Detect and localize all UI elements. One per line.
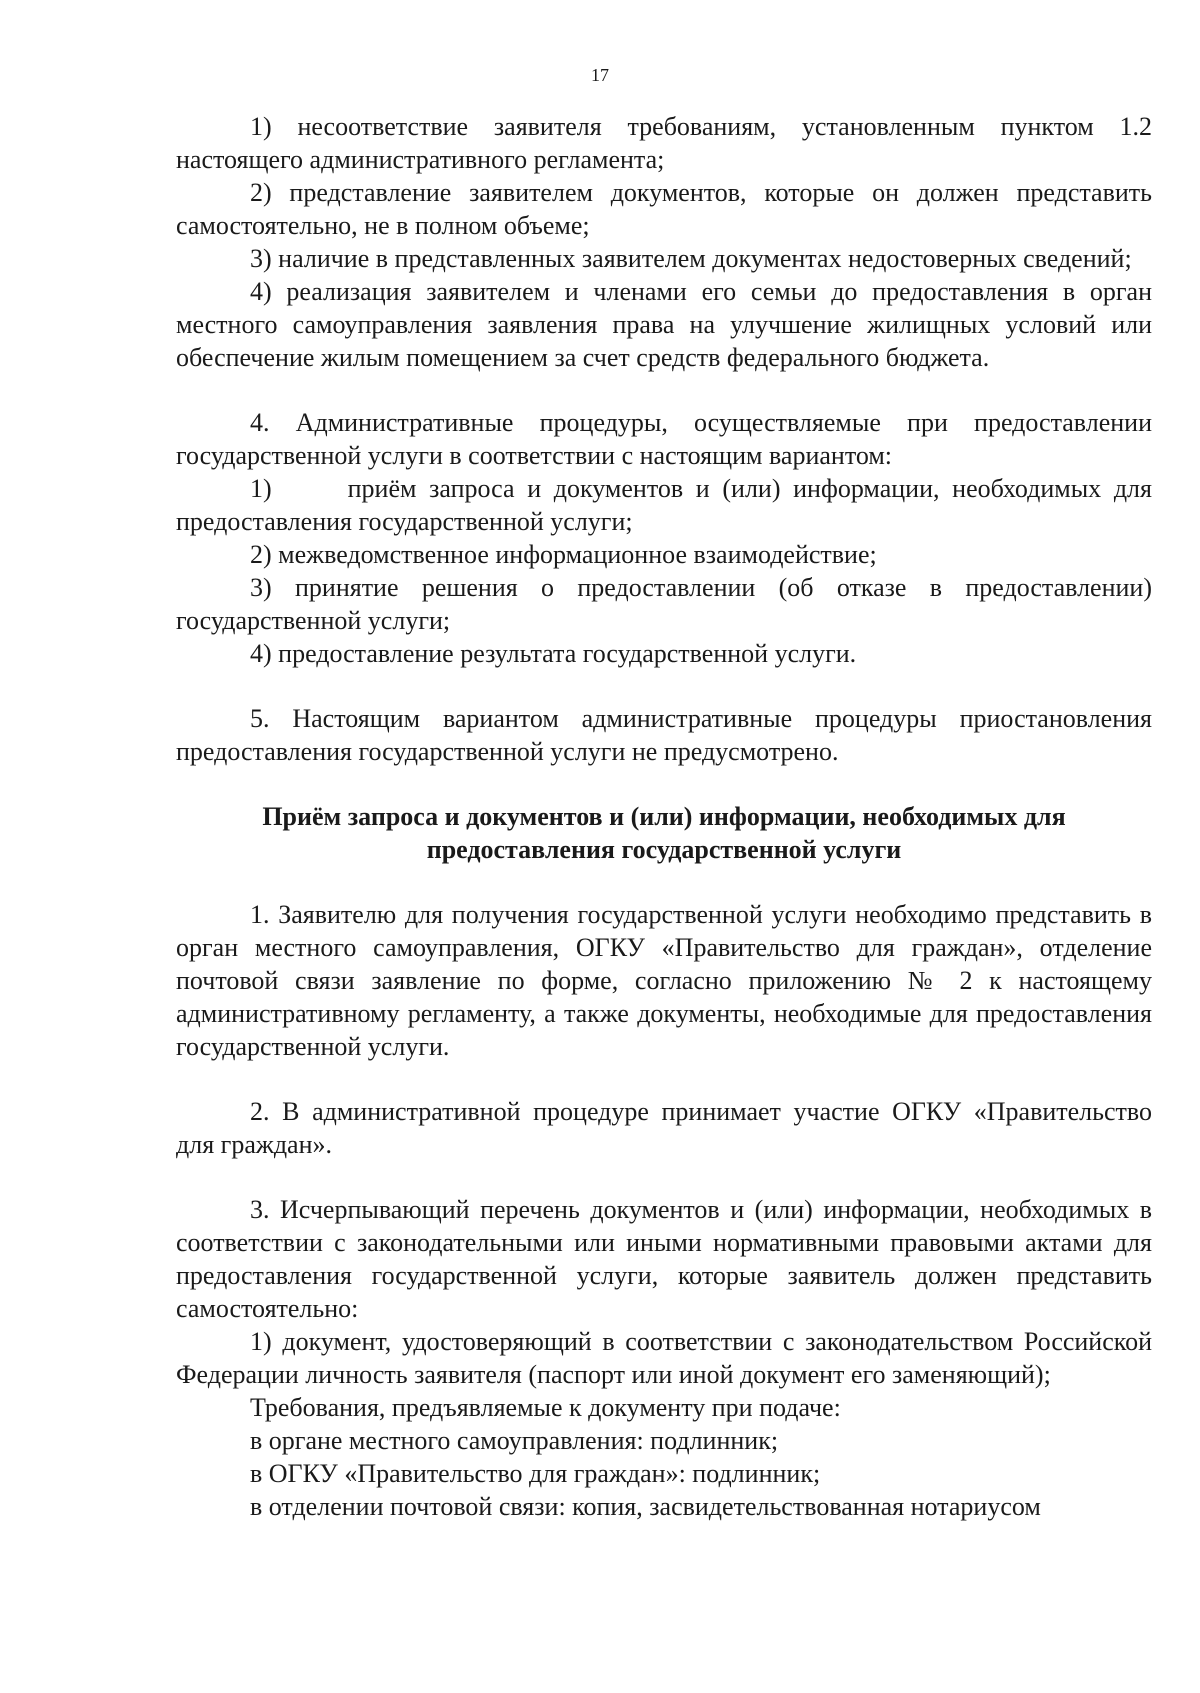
paragraph: 4) предоставление результата государственной услуги. bbox=[250, 639, 857, 668]
paragraph: 3) наличие в представленных заявителем документах недостоверных сведений; bbox=[250, 244, 1132, 273]
paragraph: Требования, предъявляемые к документу при подаче: bbox=[250, 1393, 841, 1422]
paragraph-spacer bbox=[176, 768, 1152, 800]
paragraph: 4. Административные процедуры, осуществляемые при предоставлении государственной услуги в соответствии с настоящим вариантом: bbox=[176, 408, 1159, 470]
paragraph: 2) представление заявителем документов, которые он должен представить самостоятельно, не в полном объеме; bbox=[176, 178, 1159, 240]
paragraph: 3) принятие решения о предоставлении (об отказе в предоставлении) государственной услуги; bbox=[176, 573, 1159, 635]
document-body bbox=[176, 110, 1159, 1523]
paragraph-spacer bbox=[176, 670, 1152, 702]
paragraph: 1) несоответствие заявителя требованиям, установленным пунктом 1.2 настоящего административного регламента; bbox=[176, 112, 1159, 174]
paragraph: 1. Заявителю для получения государственной услуги необходимо представить в орган местного самоуправления, ОГКУ «Правительство для граждан», отделение почтовой связи заявление по форме, согласно приложению № 2 к настоящему административному регламенту, а также документы, необходимые для предоставления государственной услуги. bbox=[176, 900, 1159, 1061]
paragraph: 1) документ, удостоверяющий в соответствии с законодательством Российской Федерации личность заявителя (паспорт или иной документ его заменяющий); bbox=[176, 1327, 1159, 1389]
page-number: 17 bbox=[591, 65, 609, 85]
paragraph: 5. Настоящим вариантом административные процедуры приостановления предоставления государственной услуги не предусмотрено. bbox=[176, 704, 1159, 766]
section-heading: Приём запроса и документов и (или) информации, необходимых для предоставления государственной услуги bbox=[262, 802, 1066, 864]
paragraph-spacer bbox=[176, 1161, 1152, 1193]
paragraph: 3. Исчерпывающий перечень документов и (или) информации, необходимых в соответствии с законодательными или иными нормативными правовыми актами для предоставления государственной услуги, которые заявитель должен представить самостоятельно: bbox=[176, 1195, 1159, 1323]
paragraph: в органе местного самоуправления: подлинник; bbox=[250, 1426, 779, 1455]
paragraph: в ОГКУ «Правительство для граждан»: подлинник; bbox=[250, 1459, 821, 1488]
paragraph: 4) реализация заявителем и членами его семьи до предоставления в орган местного самоуправления заявления права на улучшение жилищных условий или обеспечение жилым помещением за счет средств федерального бюджета. bbox=[176, 277, 1159, 372]
paragraph: в отделении почтовой связи: копия, засвидетельствованная нотариусом bbox=[250, 1492, 1041, 1521]
paragraph-spacer bbox=[176, 866, 1152, 898]
paragraph: 2) межведомственное информационное взаимодействие; bbox=[250, 540, 877, 569]
paragraph: 1) приём запроса и документов и (или) информации, необходимых для предоставления государственной услуги; bbox=[176, 474, 1159, 536]
paragraph-spacer bbox=[176, 374, 1152, 406]
paragraph-spacer bbox=[176, 1063, 1152, 1095]
paragraph: 2. В административной процедуре принимает участие ОГКУ «Правительство для граждан». bbox=[176, 1097, 1159, 1159]
